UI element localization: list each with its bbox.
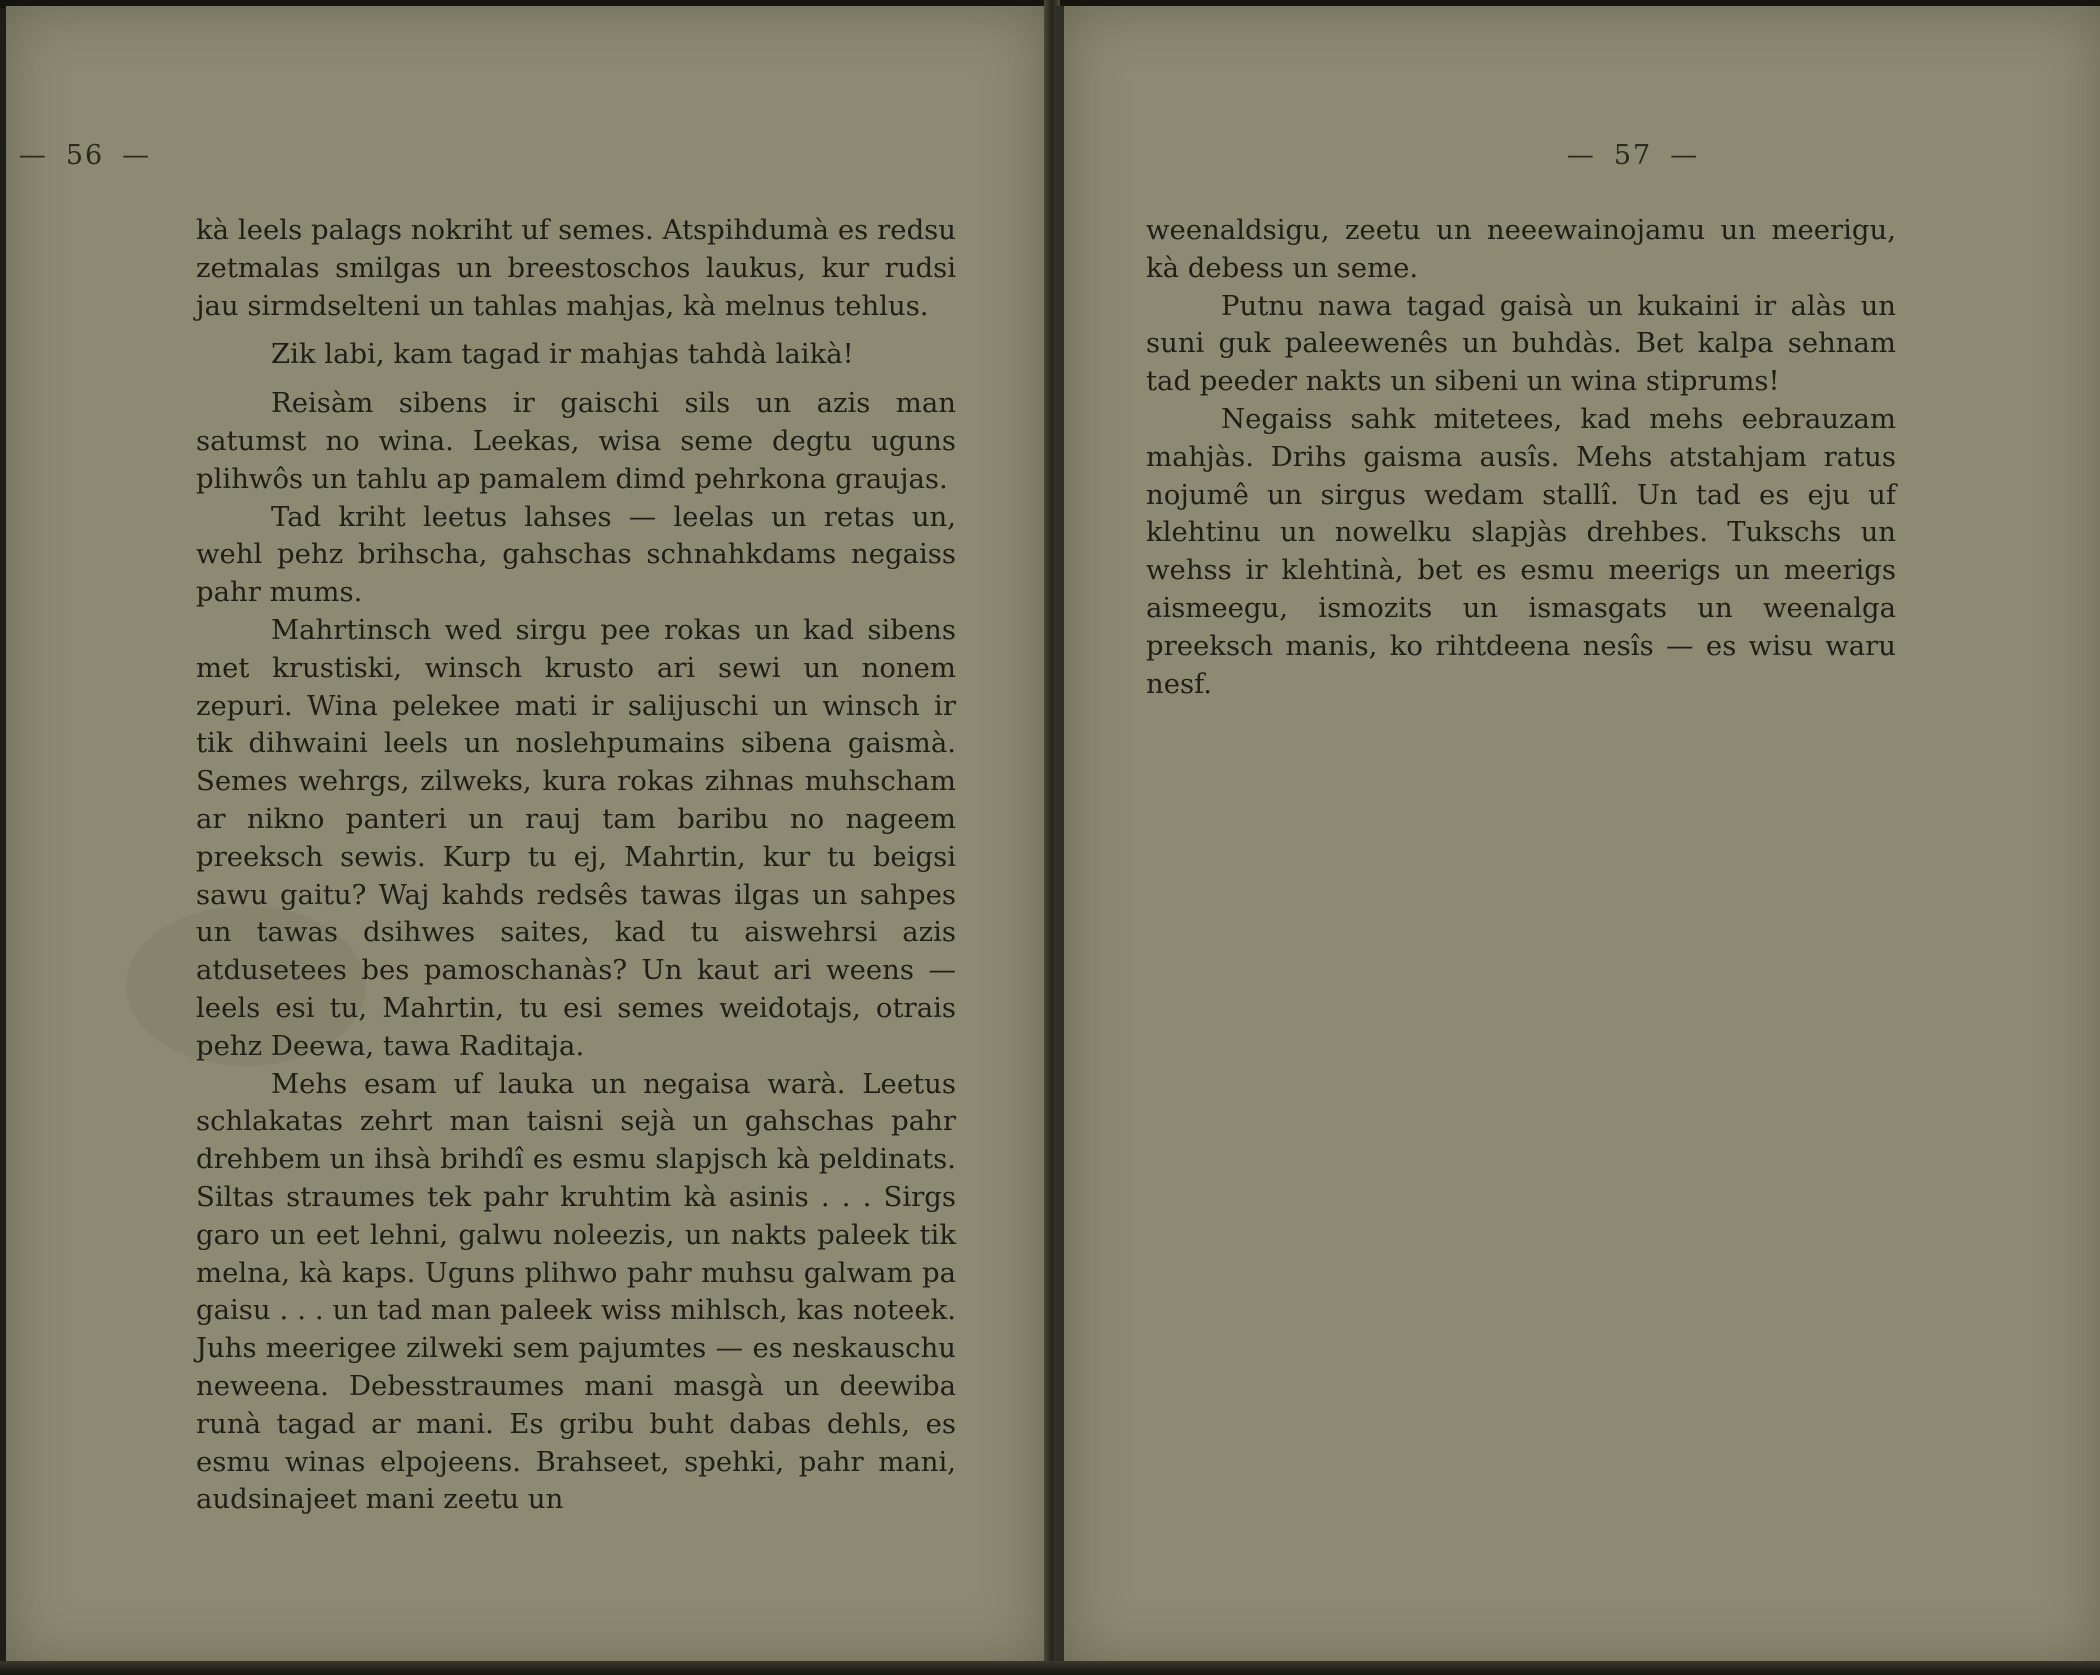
right-page-number-value: 57 <box>1613 140 1653 171</box>
folio-dash: — <box>1566 140 1596 171</box>
folio-dash: — <box>18 140 48 171</box>
right-page-number <box>1114 140 2100 171</box>
left-page-number <box>0 140 604 171</box>
paragraph: Reisàm sibens ir gaischi sils un azis man satumst no wina. Leekas, wisa seme degtu uguns plihwôs un tahlu ap pamalem dimd pehrkona graujas. <box>196 387 956 495</box>
paragraph: Mehs esam uf lauka un negaisa warà. Leetus schlakatas zehrt man taisni sejà un gahschas pahr drehbem un ihsà brihdî es esmu slapjsch kà peldinats. Siltas straumes tek pahr kruhtim kà asinis . . . Sirgs garo un eet lehni, galwu noleezis, un nakts paleek tik melna, kà kaps. Uguns plihwo pahr muhsu galwam pa gaisu . . . un tad man paleek wiss mihlsch, kas noteek. Juhs meerigee zilweki sem pajumtes — es neskauschu neweena. Debesstraumes mani masgà un deewiba runà tagad ar mani. Es gribu buht dabas dehls, es esmu winas elpojeens. Brahseet, spehki, pahr mani, audsinajeet mani zeetu un <box>196 1067 956 1516</box>
left-page-text <box>196 212 956 1519</box>
folio-dash: — <box>1670 140 1700 171</box>
folio-dash: — <box>122 140 152 171</box>
paragraph: Zik labi, kam tagad ir mahjas tahdà laikà! <box>271 338 854 371</box>
left-page <box>6 6 1048 1667</box>
paragraph: Negaiss sahk mitetees, kad mehs eebrauzam mahjàs. Drihs gaisma ausîs. Mehs atstahjam ratus nojumê un sirgus wedam stallî. Un tad es eju uf klehtinu un nowelku slapjàs drehbes. Tukschs un wehss ir klehtinà, bet es esmu meerigs un meerigs aismeegu, ismozits un ismasgats un weenalga preeksch manis, ko rihtdeena nesîs — es wisu waru nesf. <box>1146 402 1896 700</box>
paragraph: weenaldsigu, zeetu un neeewainojamu un meerigu, kà debess un seme. <box>1146 214 1896 284</box>
paragraph: Putnu nawa tagad gaisà un kukaini ir alàs un suni guk paleewenês un buhdàs. Bet kalpa sehnam tad peeder nakts un sibeni un wina stiprums! <box>1146 289 1896 398</box>
paragraph: Mahrtinsch wed sirgu pee rokas un kad sibens met krustiski, winsch krusto ari sewi un nonem zepuri. Wina pelekee mati ir salijuschi un winsch ir tik dihwaini leels un noslehpumains sibena gaismà. Semes wehrgs, zilweks, kura rokas zihnas muhscham ar nikno panteri un rauj tam baribu no nageem preeksch sewis. Kurp tu ej, Mahrtin, kur tu beigsi sawu gaitu? Waj kahds redsês tawas ilgas un sahpes un tawas dsihwes saites, kad tu aiswehrsi azis atdusetees bes pamoschanàs? Un kaut ari weens — leels esi tu, Mahrtin, tu esi semes weidotajs, otrais pehz Deewa, tawa Raditaja. <box>196 613 956 1062</box>
right-page <box>1056 6 2100 1667</box>
bottom-edge <box>0 1661 2100 1675</box>
left-page-number-value: 56 <box>65 140 105 171</box>
right-page-text <box>1146 212 1896 703</box>
paragraph: Tad kriht leetus lahses — leelas un retas un, wehl pehz brihscha, gahschas schnahkdams negaiss pahr mums. <box>196 500 956 609</box>
paragraph: kà leels palags nokriht uf semes. Atspihdumà es redsu zetmalas smilgas un breestoschos laukus, kur rudsi jau sirmdselteni un tahlas mahjas, kà melnus tehlus. <box>196 214 956 322</box>
